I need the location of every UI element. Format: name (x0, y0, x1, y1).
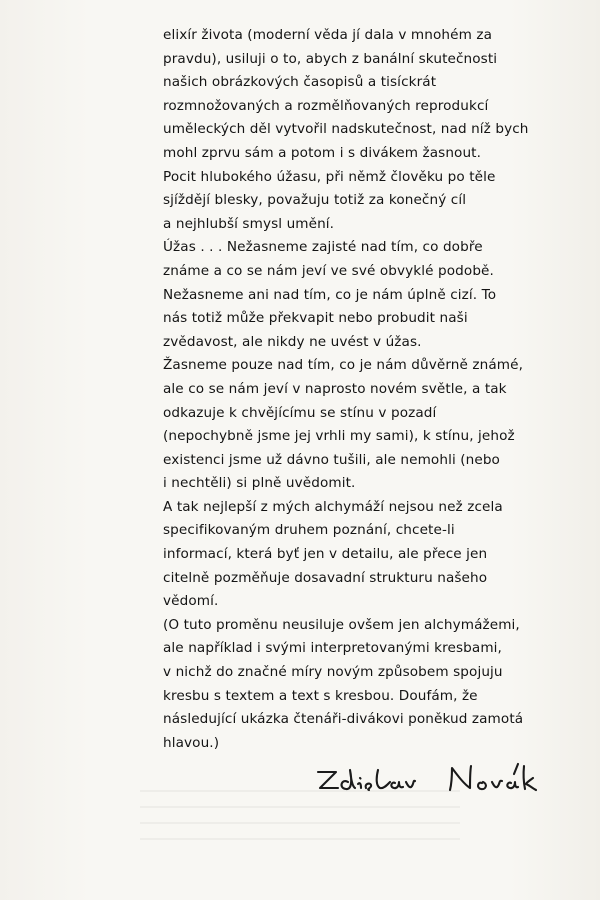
text-line: specifikovaným druhem poznání, chcete-li (163, 522, 455, 539)
text-line: odkazuje k chvějícímu se stínu v pozadí (163, 404, 437, 421)
handwritten-signature (300, 748, 560, 808)
text-line: elixír života (moderní věda jí dala v mnohém za (163, 27, 493, 43)
text-line: existenci jsme už dávno tušili, ale nemohli (nebo (163, 451, 500, 468)
text-line: A tak nejlepší z mých alchymáží nejsou než zcela (163, 498, 503, 515)
signature-drawing (300, 748, 560, 808)
text-line: sjíždějí blesky, považuju totiž za konečný cíl (163, 192, 467, 209)
text-line: pravdu), usiluji o to, abych z banální skutečnosti (163, 50, 498, 67)
text-line: rozmnožovaných a rozmělňovaných reprodukcí (163, 97, 489, 114)
text-line: informací, která byť jen v detailu, ale přece jen (163, 546, 488, 563)
text-line: Pocit hlubokého úžasu, při němž člověku po těle (163, 168, 496, 185)
text-line: našich obrázkových časopisů a tisíckrát (163, 74, 437, 91)
text-line: následující ukázka čtenáři-divákovi poněkud zamotá (163, 711, 524, 728)
text-line: kresbu s textem a text s kresbou. Doufám, že (163, 687, 478, 704)
text-line: známe a co se nám jeví ve své obvyklé podobě. (163, 262, 494, 279)
text-line: ale co se nám jeví v naprosto novém světle, a tak (163, 380, 507, 397)
text-line: uměleckých děl vytvořil nadskutečnost, nad níž bych (163, 121, 529, 138)
text-line: mohl zprvu sám a potom i s divákem žasnout. (163, 144, 482, 161)
text-line: zvědavost, ale nikdy ne uvést v úžas. (163, 333, 422, 350)
text-line: vědomí. (163, 593, 219, 610)
text-line: Nežasneme ani nad tím, co je nám úplně cizí. To (163, 286, 497, 303)
text-line: a nejhlubší smysl umění. (163, 215, 335, 232)
text-line: Žasneme pouze nad tím, co je nám důvěrně známé, (163, 357, 523, 374)
text-line: i nechtěli) si plně uvědomit. (163, 475, 356, 492)
text-line: (O tuto proměnu neusiluje ovšem jen alchymážemi, (163, 616, 520, 633)
text-line: Úžas . . . Nežasneme zajisté nad tím, co dobře (163, 239, 483, 256)
text-line: ale například i svými interpretovanými kresbami, (163, 640, 502, 657)
text-line: hlavou.) (163, 734, 220, 751)
text-line: nás totiž může překvapit nebo probudit naši (163, 310, 468, 327)
text-line: v nichž do značné míry novým způsobem spojuju (163, 664, 503, 681)
text-line: citelně pozměňuje dosavadní strukturu našeho (163, 569, 488, 586)
text-line: (nepochybně jsme jej vrhli my sami), k stínu, jehož (163, 428, 515, 445)
body-text (163, 24, 583, 755)
